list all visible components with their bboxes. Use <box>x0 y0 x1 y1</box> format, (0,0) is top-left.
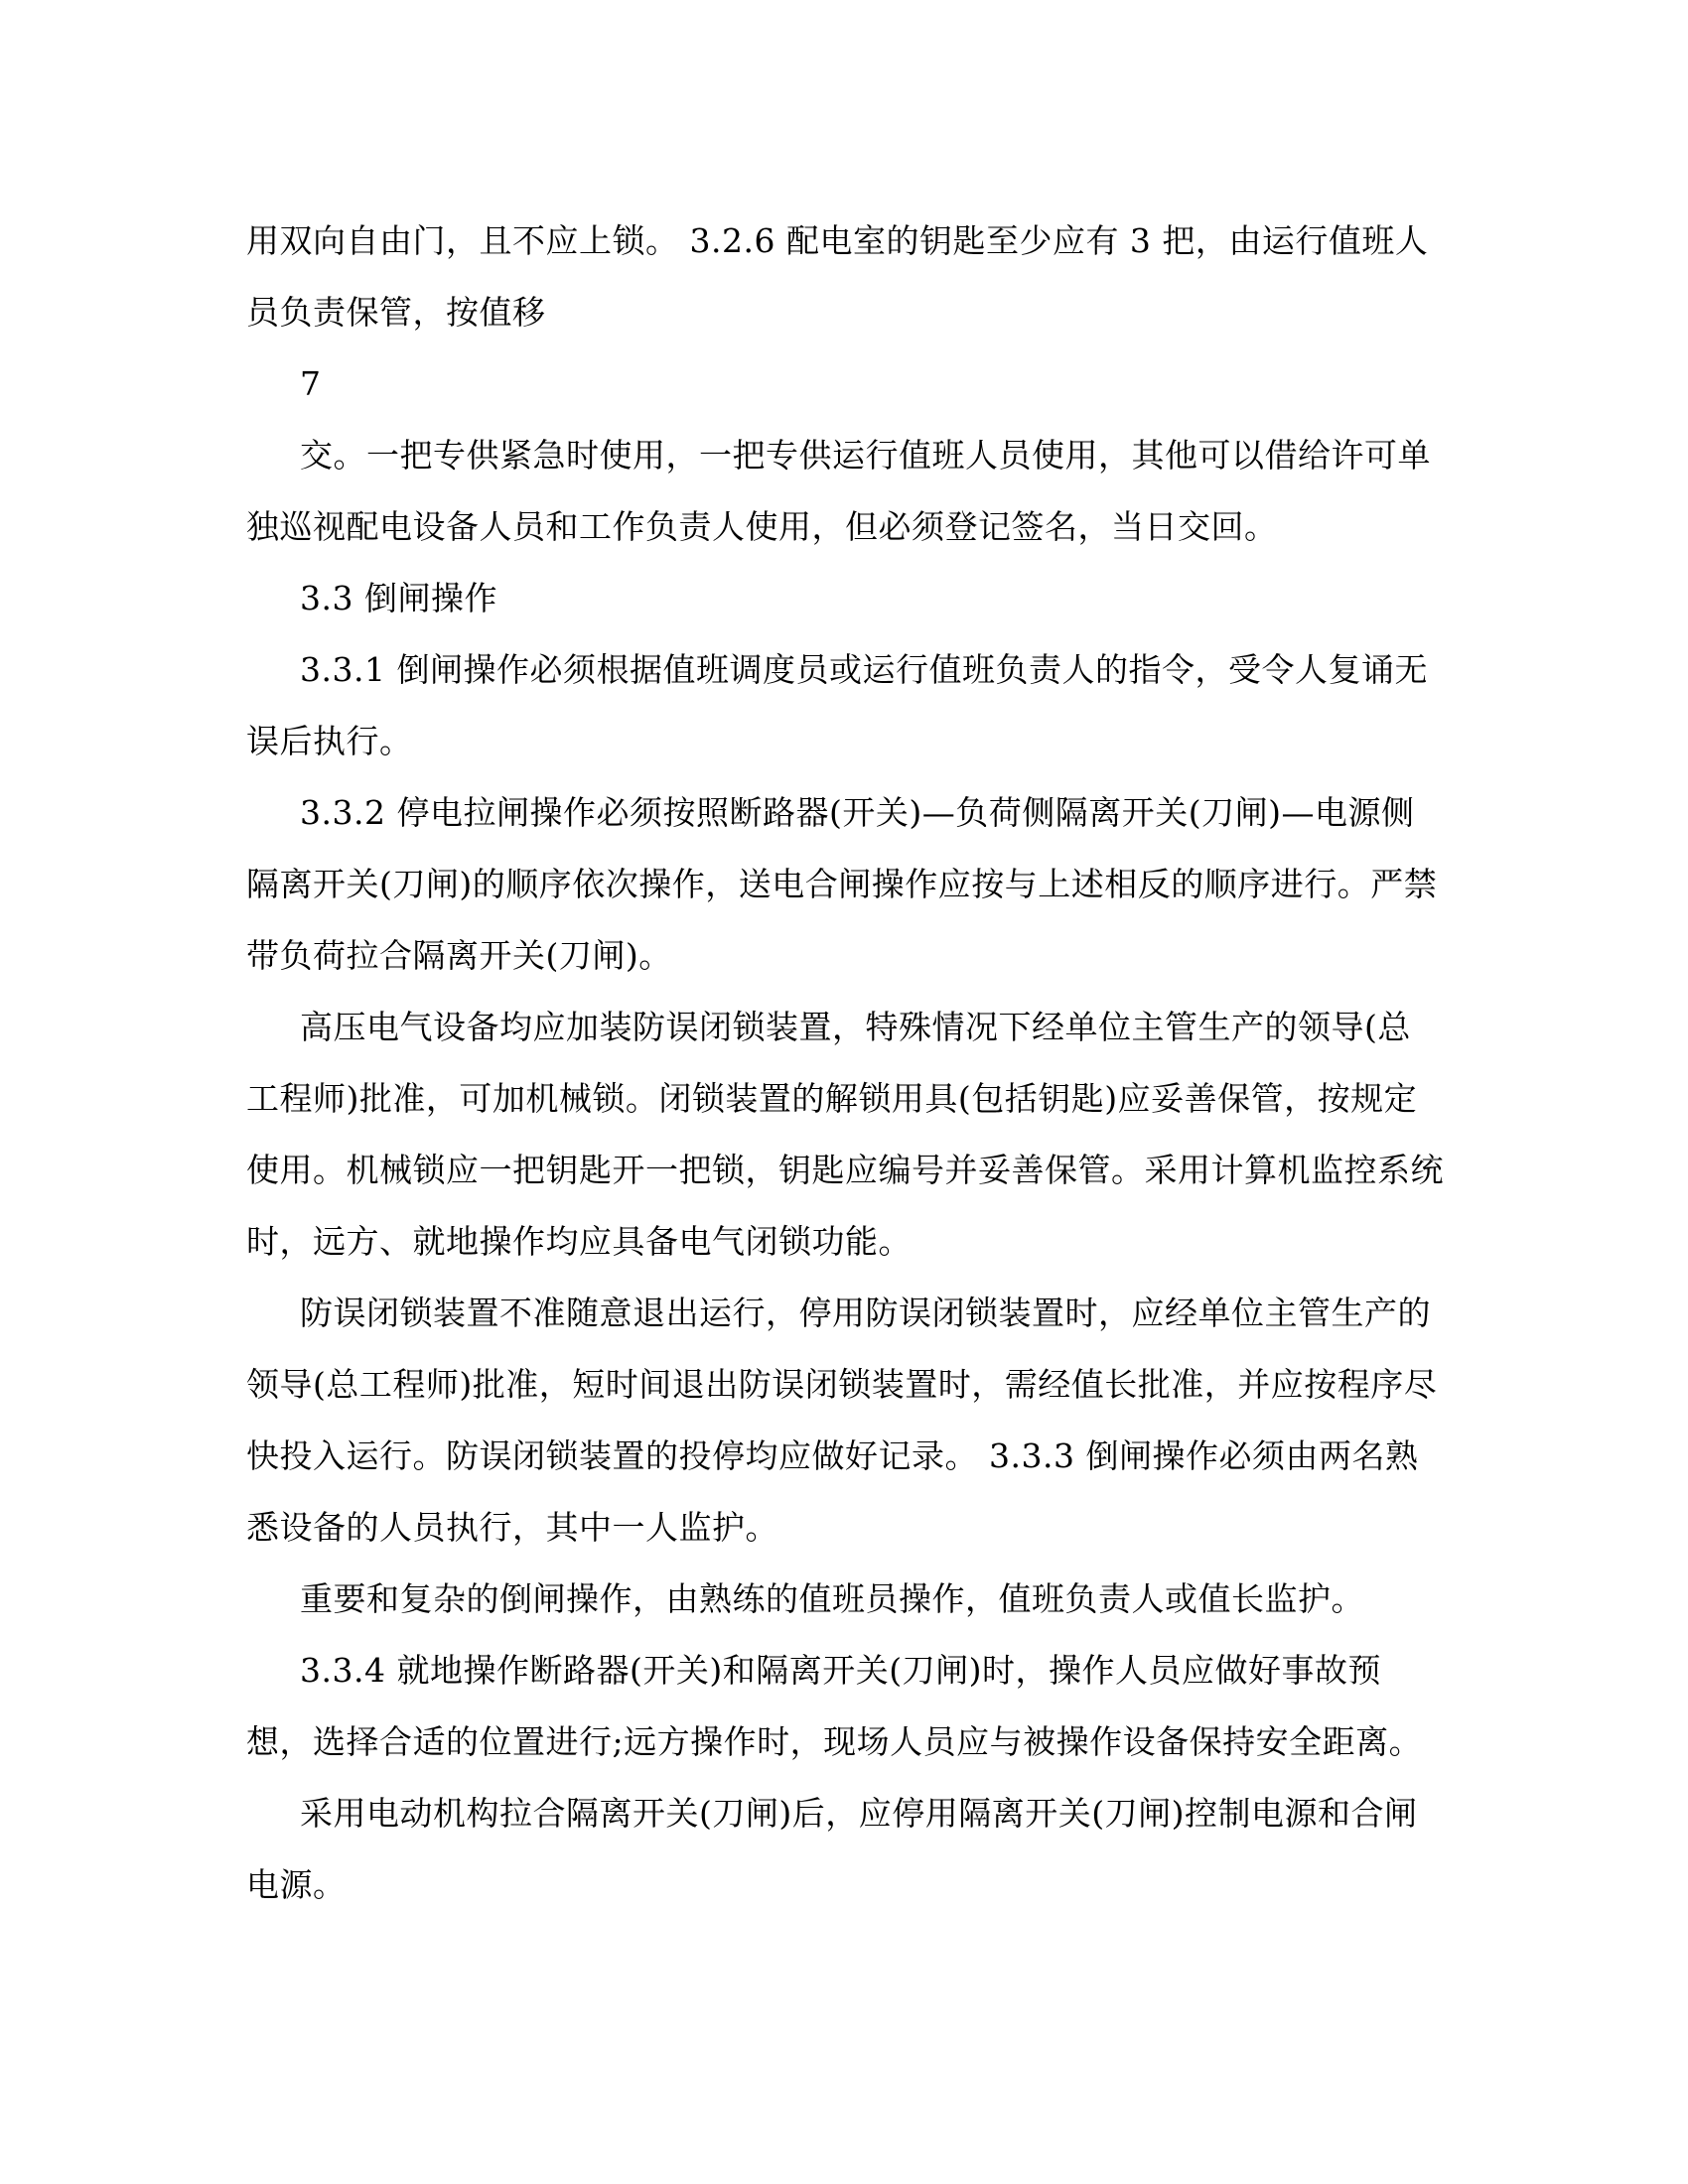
section-heading: 3.3 倒闸操作 <box>300 579 497 617</box>
text-line: 电源。 <box>246 1865 347 1904</box>
text-line: 高压电气设备均应加装防误闭锁装置，特殊情况下经单位主管生产的领导(总 <box>300 1008 1411 1046</box>
text-line: 独巡视配电设备人员和工作负责人使用，但必须登记签名，当日交回。 <box>246 507 1278 546</box>
text-line: 想，选择合适的位置进行;远方操作时，现场人员应与被操作设备保持安全距离。 <box>246 1722 1423 1761</box>
text-line: 3.3.4 就地操作断路器(开关)和隔离开关(刀闸)时，操作人员应做好事故预 <box>300 1651 1381 1690</box>
text-line: 快投入运行。防误闭锁装置的投停均应做好记录。 3.3.3 倒闸操作必须由两名熟 <box>246 1436 1419 1475</box>
text-line: 防误闭锁装置不准随意退出运行，停用防误闭锁装置时，应经单位主管生产的 <box>300 1294 1431 1332</box>
text-line: 员负责保管，按值移 <box>246 293 546 332</box>
text-line: 误后执行。 <box>246 722 413 760</box>
text-line: 隔离开关(刀闸)的顺序依次操作，送电合闸操作应按与上述相反的顺序进行。严禁 <box>246 865 1438 903</box>
page-number: 7 <box>300 364 322 403</box>
text-line: 采用电动机构拉合隔离开关(刀闸)后，应停用隔离开关(刀闸)控制电源和合闸 <box>300 1794 1418 1833</box>
text-line: 用双向自由门，且不应上锁。 3.2.6 配电室的钥匙至少应有 3 把，由运行值班人 <box>246 221 1429 260</box>
text-line: 使用。机械锁应一把钥匙开一把锁，钥匙应编号并妥善保管。采用计算机监控系统 <box>246 1151 1444 1189</box>
text-line: 领导(总工程师)批准，短时间退出防误闭锁装置时，需经值长批准，并应按程序尽 <box>246 1365 1438 1404</box>
text-line: 工程师)批准，可加机械锁。闭锁装置的解锁用具(包括钥匙)应妥善保管，按规定 <box>246 1079 1418 1118</box>
text-line: 3.3.2 停电拉闸操作必须按照断路器(开关)—负荷侧隔离开关(刀闸)—电源侧 <box>300 793 1415 832</box>
text-line: 重要和复杂的倒闸操作，由熟练的值班员操作，值班负责人或值长监护。 <box>300 1579 1364 1618</box>
text-line: 3.3.1 倒闸操作必须根据值班调度员或运行值班负责人的指令，受令人复诵无 <box>300 650 1428 689</box>
text-line: 时，远方、就地操作均应具备电气闭锁功能。 <box>246 1222 912 1261</box>
text-line: 交。一把专供紧急时使用，一把专供运行值班人员使用，其他可以借给许可单 <box>300 436 1431 475</box>
text-line: 悉设备的人员执行，其中一人监护。 <box>246 1508 778 1547</box>
text-line: 带负荷拉合隔离开关(刀闸)。 <box>246 936 672 975</box>
